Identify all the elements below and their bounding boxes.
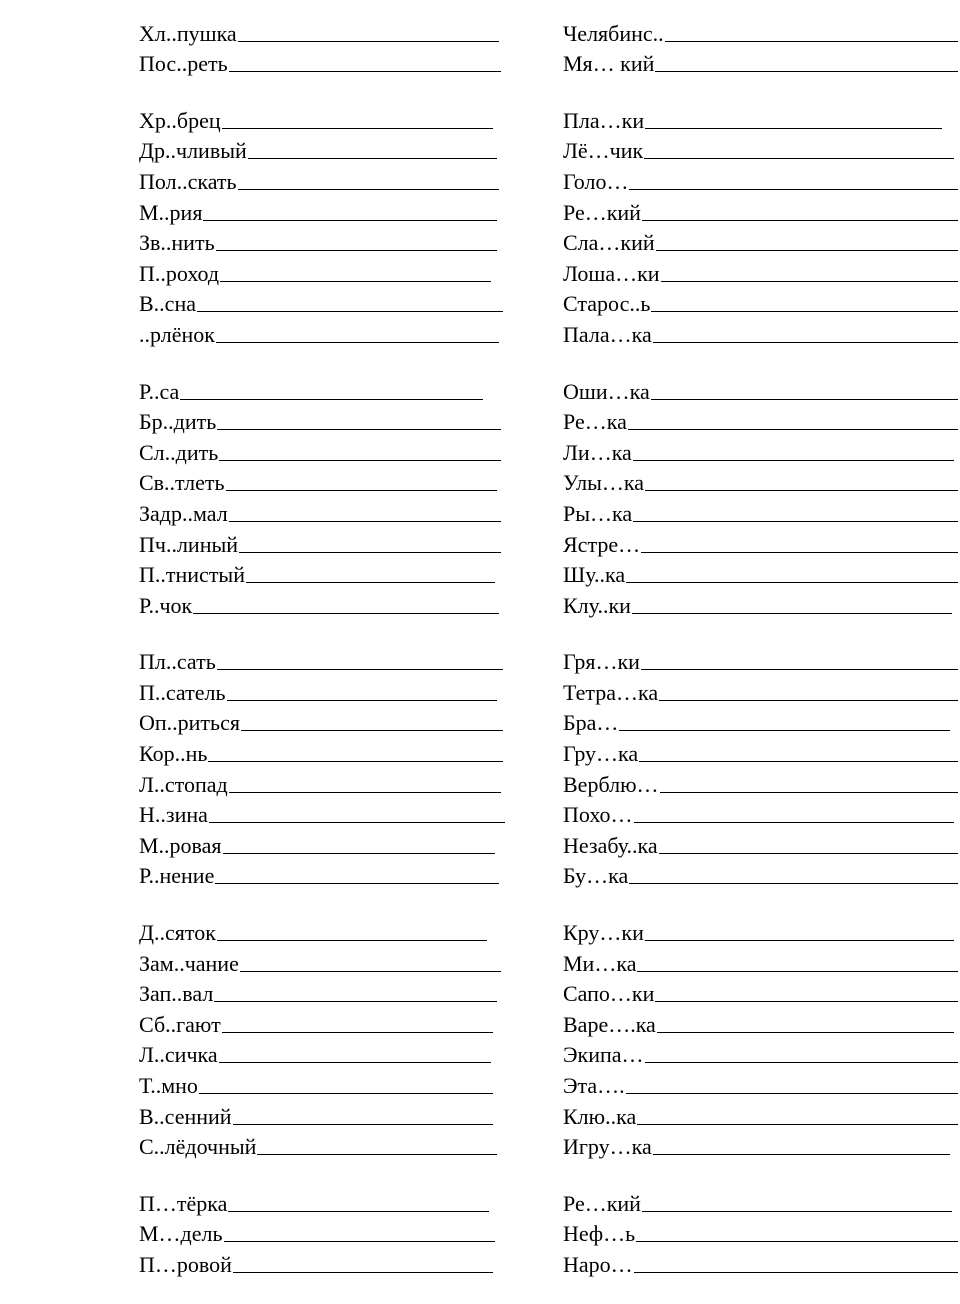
word-row: [563, 736, 960, 767]
word-prompt: Экипа…: [563, 1042, 644, 1068]
answer-line[interactable]: [216, 342, 499, 343]
word-row: [139, 558, 505, 589]
word-prompt: ..рлёнок: [139, 321, 215, 347]
answer-line[interactable]: [657, 1032, 954, 1033]
answer-line[interactable]: [634, 822, 954, 823]
word-prompt: Пос..реть: [139, 51, 228, 77]
word-prompt: Неф…ь: [563, 1221, 636, 1247]
left-word-column: [139, 16, 505, 1304]
word-prompt: М..рия: [139, 199, 203, 225]
answer-line[interactable]: [219, 1062, 491, 1063]
word-row: [139, 1099, 505, 1130]
word-row: [139, 164, 505, 195]
answer-line[interactable]: [645, 490, 958, 491]
word-prompt: Зап..вал: [139, 981, 214, 1007]
answer-line[interactable]: [217, 669, 503, 670]
word-prompt: Св..тлеть: [139, 470, 225, 496]
word-row: [139, 1247, 505, 1278]
answer-line[interactable]: [233, 1272, 493, 1273]
word-row: [563, 588, 960, 619]
word-prompt: Бра…: [563, 710, 619, 736]
word-prompt: Верблю…: [563, 771, 659, 797]
word-prompt: П..тнистый: [139, 562, 245, 588]
answer-line[interactable]: [223, 853, 495, 854]
answer-line[interactable]: [634, 1272, 958, 1273]
right-word-column: [563, 16, 960, 1304]
word-row: [563, 496, 960, 527]
word-prompt: Ре…кий: [563, 1190, 641, 1216]
answer-line[interactable]: [637, 971, 958, 972]
word-row: [139, 1186, 505, 1217]
answer-line[interactable]: [645, 940, 954, 941]
answer-line[interactable]: [645, 128, 942, 129]
word-prompt: М…дель: [139, 1221, 223, 1247]
word-row: [139, 195, 505, 226]
word-row: [139, 1007, 505, 1038]
answer-line[interactable]: [214, 1001, 497, 1002]
word-row: [563, 1099, 960, 1130]
word-row: [139, 317, 505, 348]
word-prompt: Д..сяток: [139, 920, 216, 946]
word-row: [563, 977, 960, 1008]
answer-line[interactable]: [629, 883, 958, 884]
word-row: [563, 915, 960, 946]
word-prompt: Л..стопад: [139, 771, 228, 797]
answer-line[interactable]: [226, 490, 497, 491]
word-prompt: Р..нение: [139, 863, 215, 889]
word-prompt: Задр..мал: [139, 500, 228, 526]
answer-line[interactable]: [248, 158, 497, 159]
word-row: [563, 195, 960, 226]
word-prompt: С..лёдочный: [139, 1134, 257, 1160]
word-prompt: Гря…ки: [563, 649, 640, 675]
word-group: [563, 103, 960, 348]
word-row: [139, 675, 505, 706]
answer-line[interactable]: [641, 552, 958, 553]
word-row: [563, 798, 960, 829]
word-row: [139, 1217, 505, 1248]
answer-line[interactable]: [660, 792, 959, 793]
word-row: [563, 287, 960, 318]
word-prompt: Зам..чание: [139, 950, 239, 976]
word-row: [139, 256, 505, 287]
word-prompt: Лё…чик: [563, 138, 644, 164]
answer-line[interactable]: [217, 429, 501, 430]
word-row: [563, 1186, 960, 1217]
word-prompt: Оп..риться: [139, 710, 240, 736]
answer-line[interactable]: [222, 128, 493, 129]
word-prompt: Сл..дить: [139, 439, 219, 465]
word-group: [563, 374, 960, 619]
word-group: [139, 645, 505, 890]
answer-line[interactable]: [203, 220, 497, 221]
answer-line[interactable]: [653, 1154, 950, 1155]
answer-line[interactable]: [229, 792, 501, 793]
word-prompt: Ли…ка: [563, 439, 632, 465]
word-row: [563, 675, 960, 706]
word-row: [563, 828, 960, 859]
word-row: [139, 915, 505, 946]
word-prompt: Хр..брец: [139, 107, 221, 133]
word-prompt: Гру…ка: [563, 741, 639, 767]
word-prompt: Клю..ка: [563, 1103, 637, 1129]
word-prompt: Сапо…ки: [563, 981, 655, 1007]
word-row: [139, 736, 505, 767]
word-row: [139, 435, 505, 466]
answer-line[interactable]: [199, 1093, 493, 1094]
word-prompt: Сб..гают: [139, 1011, 221, 1037]
word-row: [139, 47, 505, 78]
word-prompt: Др..чливый: [139, 138, 247, 164]
answer-line[interactable]: [180, 399, 483, 400]
answer-line[interactable]: [632, 613, 952, 614]
word-prompt: П…тёрка: [139, 1190, 228, 1216]
answer-line[interactable]: [233, 1124, 493, 1125]
word-prompt: Ре…ка: [563, 409, 627, 435]
answer-line[interactable]: [239, 552, 501, 553]
word-row: [563, 317, 960, 348]
word-prompt: Пла…ки: [563, 107, 645, 133]
word-prompt: Н..зина: [139, 802, 208, 828]
answer-line[interactable]: [644, 158, 954, 159]
word-prompt: П…ровой: [139, 1251, 232, 1277]
answer-line[interactable]: [227, 700, 497, 701]
word-prompt: Шу..ка: [563, 562, 626, 588]
word-prompt: Голо…: [563, 168, 629, 194]
word-row: [563, 405, 960, 436]
word-group: [139, 1186, 505, 1278]
answer-line[interactable]: [642, 220, 958, 221]
word-row: [139, 103, 505, 134]
answer-line[interactable]: [655, 71, 958, 72]
word-prompt: Челябинс..: [563, 20, 664, 46]
word-prompt: Кор..нь: [139, 741, 208, 767]
word-row: [139, 977, 505, 1008]
word-group: [139, 16, 505, 77]
word-prompt: Лоша…ки: [563, 260, 660, 286]
answer-line[interactable]: [628, 429, 958, 430]
word-prompt: Ястре…: [563, 531, 641, 557]
answer-line[interactable]: [661, 281, 958, 282]
answer-line[interactable]: [659, 853, 958, 854]
word-prompt: Наро…: [563, 1251, 633, 1277]
answer-line[interactable]: [238, 41, 499, 42]
word-row: [563, 1247, 960, 1278]
word-group: [139, 915, 505, 1160]
answer-line[interactable]: [629, 189, 958, 190]
word-row: [563, 16, 960, 47]
word-prompt: Игру…ка: [563, 1134, 652, 1160]
word-row: [563, 767, 960, 798]
word-row: [563, 374, 960, 405]
answer-line[interactable]: [645, 1062, 958, 1063]
answer-line[interactable]: [626, 1093, 958, 1094]
answer-line[interactable]: [220, 281, 491, 282]
word-row: [139, 16, 505, 47]
word-row: [563, 1007, 960, 1038]
word-row: [139, 405, 505, 436]
word-row: [563, 1068, 960, 1099]
word-row: [139, 767, 505, 798]
answer-line[interactable]: [653, 342, 958, 343]
word-row: [139, 706, 505, 737]
word-prompt: Бу…ка: [563, 863, 629, 889]
answer-line[interactable]: [216, 250, 497, 251]
answer-line[interactable]: [209, 822, 505, 823]
word-row: [563, 103, 960, 134]
word-prompt: Улы…ка: [563, 470, 644, 496]
word-group: [563, 1186, 960, 1278]
word-prompt: Р..чок: [139, 592, 193, 618]
answer-line[interactable]: [651, 399, 958, 400]
word-prompt: П..роход: [139, 260, 220, 286]
word-row: [563, 466, 960, 497]
word-row: [139, 287, 505, 318]
word-row: [139, 134, 505, 165]
word-row: [563, 946, 960, 977]
word-prompt: Похо…: [563, 802, 633, 828]
word-row: [563, 706, 960, 737]
word-prompt: Старос..ь: [563, 291, 651, 317]
word-row: [139, 798, 505, 829]
word-row: [563, 527, 960, 558]
word-row: [139, 226, 505, 257]
answer-line[interactable]: [193, 613, 499, 614]
answer-line[interactable]: [655, 1001, 958, 1002]
word-row: [139, 527, 505, 558]
word-prompt: Пл..сать: [139, 649, 216, 675]
answer-line[interactable]: [633, 460, 954, 461]
word-prompt: Пала…ка: [563, 321, 652, 347]
answer-line[interactable]: [240, 971, 501, 972]
word-group: [563, 16, 960, 77]
answer-line[interactable]: [619, 730, 950, 731]
answer-line[interactable]: [228, 1211, 489, 1212]
word-group: [563, 915, 960, 1160]
answer-line[interactable]: [222, 1032, 493, 1033]
word-row: [139, 466, 505, 497]
word-prompt: Ры…ка: [563, 500, 633, 526]
word-prompt: Тетра…ка: [563, 679, 659, 705]
word-prompt: Эта….: [563, 1073, 625, 1098]
answer-line[interactable]: [642, 1211, 952, 1212]
word-prompt: Ре…кий: [563, 199, 641, 225]
answer-line[interactable]: [197, 311, 503, 312]
word-prompt: Пол..скать: [139, 168, 237, 194]
word-prompt: Кру…ки: [563, 920, 644, 946]
answer-line[interactable]: [641, 669, 958, 670]
word-row: [563, 164, 960, 195]
word-prompt: Незабу..ка: [563, 832, 658, 858]
answer-line[interactable]: [217, 940, 487, 941]
word-prompt: П..сатель: [139, 679, 226, 705]
answer-line[interactable]: [659, 700, 958, 701]
word-prompt: Т..мно: [139, 1073, 198, 1098]
word-prompt: Пч..линый: [139, 531, 239, 557]
word-row: [563, 1217, 960, 1248]
word-row: [563, 134, 960, 165]
answer-line[interactable]: [257, 1154, 497, 1155]
answer-line[interactable]: [636, 1241, 958, 1242]
word-row: [563, 1130, 960, 1161]
word-row: [563, 859, 960, 890]
word-row: [563, 645, 960, 676]
answer-line[interactable]: [229, 521, 501, 522]
word-prompt: Л..сичка: [139, 1042, 218, 1068]
word-row: [563, 47, 960, 78]
word-row: [139, 946, 505, 977]
word-row: [563, 1038, 960, 1069]
word-row: [563, 256, 960, 287]
word-row: [139, 588, 505, 619]
word-row: [139, 1130, 505, 1161]
word-prompt: В..сенний: [139, 1103, 232, 1129]
word-prompt: Клу..ки: [563, 592, 631, 618]
word-row: [139, 374, 505, 405]
answer-line[interactable]: [639, 761, 958, 762]
answer-line[interactable]: [208, 761, 503, 762]
word-prompt: Сла…кий: [563, 230, 655, 256]
word-prompt: Зв..нить: [139, 230, 215, 256]
word-prompt: Варе….ка: [563, 1011, 656, 1037]
word-row: [139, 1068, 505, 1099]
answer-line[interactable]: [215, 883, 499, 884]
answer-line[interactable]: [626, 582, 958, 583]
answer-line[interactable]: [656, 250, 958, 251]
word-group: [563, 645, 960, 890]
word-prompt: Оши…ка: [563, 378, 650, 404]
answer-line[interactable]: [238, 189, 499, 190]
answer-line[interactable]: [665, 41, 958, 42]
word-group: [139, 374, 505, 619]
answer-line[interactable]: [224, 1241, 495, 1242]
answer-line[interactable]: [241, 730, 503, 731]
word-group: [139, 103, 505, 348]
word-prompt: Хл..пушка: [139, 20, 237, 46]
word-prompt: Ми…ка: [563, 950, 637, 976]
word-row: [563, 558, 960, 589]
word-row: [139, 645, 505, 676]
answer-line[interactable]: [637, 1124, 958, 1125]
word-prompt: Мя… кий: [563, 51, 655, 77]
word-row: [139, 859, 505, 890]
answer-line[interactable]: [246, 582, 495, 583]
answer-line[interactable]: [633, 521, 958, 522]
word-row: [139, 828, 505, 859]
word-row: [563, 226, 960, 257]
answer-line[interactable]: [229, 71, 501, 72]
answer-line[interactable]: [219, 460, 501, 461]
word-prompt: М..ровая: [139, 832, 222, 858]
word-row: [139, 496, 505, 527]
word-prompt: Р..са: [139, 378, 180, 404]
word-prompt: Бр..дить: [139, 409, 217, 435]
word-row: [139, 1038, 505, 1069]
answer-line[interactable]: [651, 311, 958, 312]
word-prompt: В..сна: [139, 291, 196, 317]
word-row: [563, 435, 960, 466]
